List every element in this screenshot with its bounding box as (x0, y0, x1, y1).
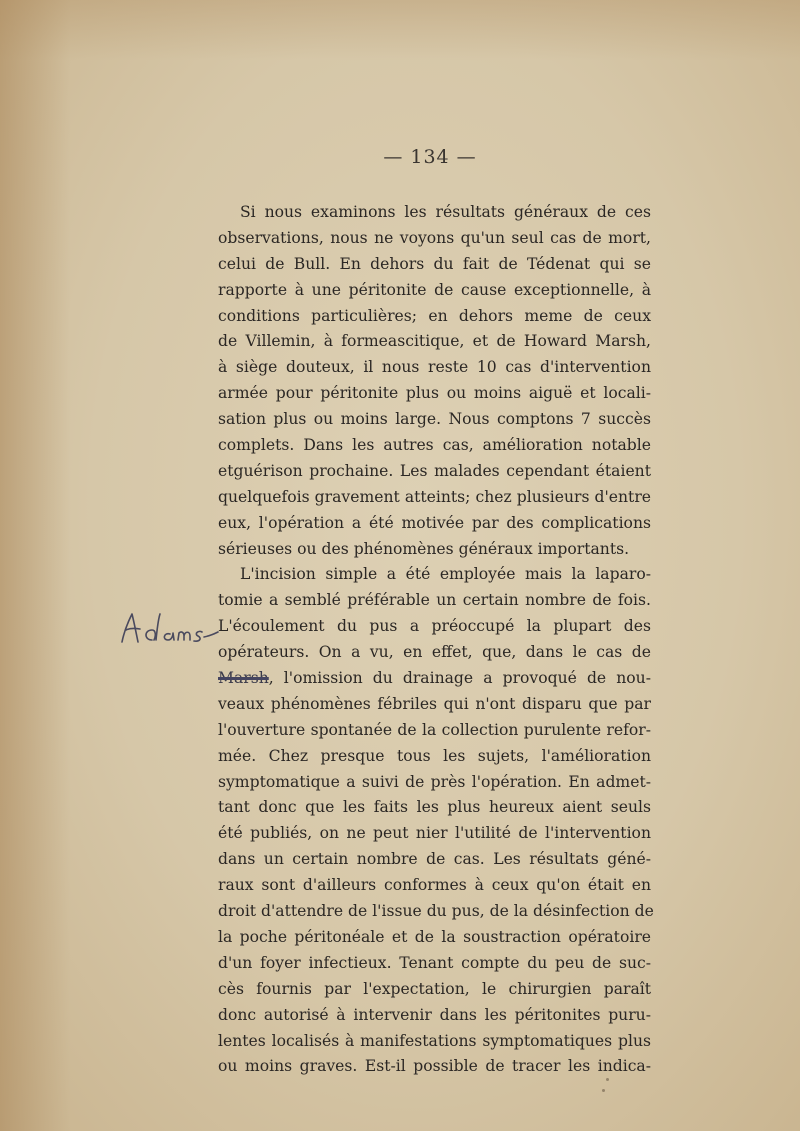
page-edge-shadow (0, 0, 70, 1131)
handwritten-margin-note (118, 610, 220, 646)
text-line: sation plus ou moins large. Nous comptons 7 succès (218, 410, 651, 429)
text-line: à siège douteux, il nous reste 10 cas d'intervention (218, 358, 651, 377)
text-line: sérieuses ou des phénomènes généraux importants. (218, 539, 630, 558)
body-text (218, 200, 654, 1080)
text-line: raux sont d'ailleurs conformes à ceux qu'on était en (218, 876, 651, 895)
text-line: conditions particulières; en dehors meme de ceux (218, 306, 651, 325)
text-line-with-correction (218, 666, 651, 692)
text-line: donc autorisé à intervenir dans les péritonites puru- (218, 1005, 651, 1024)
text-line: droit d'attendre de l'issue du pus, de la désinfection de (218, 902, 654, 921)
text-line: armée pour péritonite plus ou moins aiguë et locali- (218, 384, 651, 403)
text-line: la poche péritonéale et de la soustraction opératoire (218, 927, 651, 946)
page-number: — 134 — (383, 146, 477, 168)
text-line: tant donc que les faits les plus heureux aient seuls (218, 798, 651, 817)
text-line: d'un foyer infectieux. Tenant compte du peu de suc- (218, 953, 651, 972)
text-line: cès fournis par l'expectation, le chirurgien paraît (218, 979, 651, 998)
text-line: complets. Dans les autres cas, amélioration notable (218, 436, 651, 455)
text-line: Si nous examinons les résultats généraux de ces (240, 203, 651, 221)
text-line: etguérison prochaine. Les malades cependant étaient (218, 461, 651, 480)
page-top-stain (0, 0, 800, 60)
text-line: rapporte à une péritonite de cause exceptionnelle, à (218, 280, 651, 299)
paper-speck (606, 1078, 609, 1081)
text-line: veaux phénomènes fébriles qui n'ont disparu que par (218, 694, 651, 713)
text-line: tomie a semblé préférable un certain nombre de fois. (218, 591, 651, 610)
text-line: observations, nous ne voyons qu'un seul cas de mort, (218, 228, 651, 247)
text-line: dans un certain nombre de cas. Les résultats géné- (218, 850, 651, 869)
text-line: celui de Bull. En dehors du fait de Tédenat qui se (218, 254, 651, 273)
text-line: mée. Chez presque tous les sujets, l'amélioration (218, 746, 651, 765)
text-line: de Villemin, à formeascitique, et de Howard Marsh, (218, 332, 651, 351)
text-line: opérateurs. On a vu, en effet, que, dans le cas de (218, 643, 651, 662)
struck-word: Marsh (218, 669, 269, 688)
text-line: lentes localisés à manifestations symptomatiques plus (218, 1031, 651, 1050)
text-line: symptomatique a suivi de près l'opération. En admet- (218, 772, 651, 791)
text-line: quelquefois gravement atteints; chez plusieurs d'entre (218, 487, 651, 506)
text-line: L'écoulement du pus a préoccupé la plupart des (218, 617, 651, 636)
text-line: L'incision simple a été employée mais la laparo- (240, 565, 651, 584)
text-line: ou moins graves. Est-il possible de tracer les indica- (218, 1057, 651, 1076)
text-line: eux, l'opération a été motivée par des complications (218, 513, 651, 532)
paper-speck (602, 1089, 605, 1092)
text-line: été publiés, on ne peut nier l'utilité de l'intervention (218, 824, 651, 843)
text-line-rest: , l'omission du drainage a provoqué de nou- (268, 669, 651, 688)
text-line: l'ouverture spontanée de la collection purulente refor- (218, 720, 651, 739)
